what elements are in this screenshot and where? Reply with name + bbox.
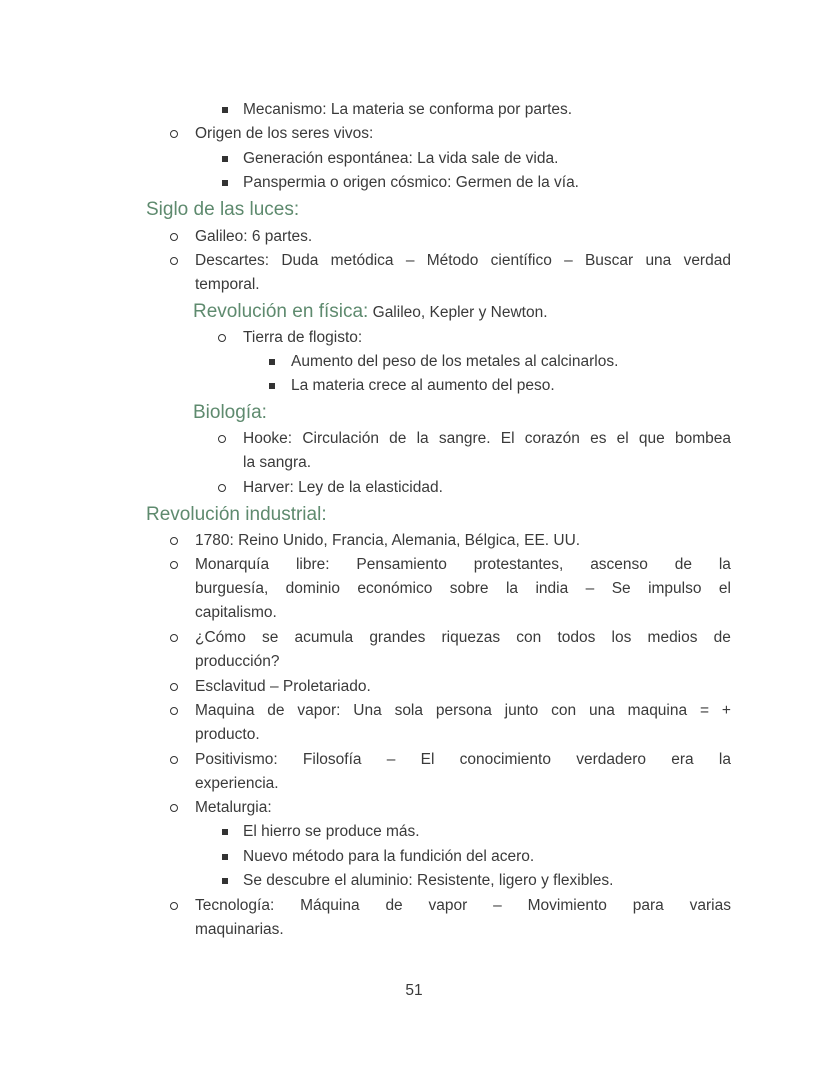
circle-bullet-icon	[170, 902, 178, 910]
word: –	[386, 751, 396, 768]
list-item: Esclavitud – Proletariado.	[195, 678, 371, 695]
word: el	[718, 580, 731, 597]
word: Filosofía	[302, 751, 362, 768]
word: Duda	[281, 252, 319, 269]
word: El	[420, 751, 435, 768]
circle-bullet-icon	[170, 130, 178, 138]
word: Se	[611, 580, 631, 597]
word: persona	[435, 702, 492, 719]
subsection-heading-fisica	[193, 299, 548, 326]
word: que	[638, 430, 665, 447]
fisica-heading-text: Galileo, Kepler y Newton.	[368, 304, 548, 321]
word: Movimiento	[527, 897, 607, 914]
word: –	[564, 252, 573, 269]
list-item: Galileo: 6 partes.	[195, 228, 313, 245]
word: la	[718, 556, 731, 573]
word: los	[611, 629, 632, 646]
word: todos	[557, 629, 596, 646]
word: metódica	[330, 252, 394, 269]
square-bullet-icon	[269, 359, 275, 365]
list-item: Nuevo método para la fundición del acero.	[243, 848, 535, 865]
list-item: Aumento del peso de los metales al calcinarlos.	[291, 353, 619, 370]
word: Maquina	[195, 702, 255, 719]
word: se	[262, 629, 279, 646]
circle-bullet-icon	[170, 634, 178, 642]
list-item-continuation: maquinarias.	[195, 921, 284, 938]
square-bullet-icon	[222, 878, 228, 884]
word: Hooke:	[243, 430, 293, 447]
list-item-continuation: producto.	[195, 726, 260, 743]
word: +	[721, 702, 731, 719]
list-item-continuation: experiencia.	[195, 775, 279, 792]
circle-bullet-icon	[218, 334, 226, 342]
word: grandes	[369, 629, 426, 646]
word: india	[535, 580, 569, 597]
word: ¿Cómo	[195, 629, 246, 646]
word: medios	[647, 629, 698, 646]
word: –	[405, 252, 415, 269]
circle-bullet-icon	[170, 804, 178, 812]
word: –	[493, 897, 502, 914]
circle-bullet-icon	[218, 484, 226, 492]
word: protestantes,	[473, 556, 564, 573]
list-item: Se descubre el aluminio: Resistente, ligero y flexibles.	[243, 872, 614, 889]
subsection-heading-biologia: Biología:	[193, 402, 267, 423]
list-item: 1780: Reino Unido, Francia, Alemania, Bélgica, EE. UU.	[195, 532, 581, 549]
justified-line	[195, 553, 731, 577]
word: =	[699, 702, 710, 719]
word: Una	[353, 702, 382, 719]
word: riquezas	[441, 629, 501, 646]
word: verdad	[683, 252, 731, 269]
circle-bullet-icon	[170, 257, 178, 265]
word: Descartes:	[195, 252, 270, 269]
square-bullet-icon	[222, 180, 228, 186]
word: vapor	[428, 897, 468, 914]
word: con	[516, 629, 542, 646]
word: para	[632, 897, 664, 914]
word: de	[713, 629, 731, 646]
square-bullet-icon	[222, 854, 228, 860]
word: de	[674, 556, 693, 573]
word: de	[389, 430, 407, 447]
section-heading-siglo: Siglo de las luces:	[146, 199, 300, 220]
square-bullet-icon	[222, 107, 228, 113]
word: con	[551, 702, 577, 719]
circle-bullet-icon	[218, 435, 226, 443]
list-item: Harver: Ley de la elasticidad.	[243, 479, 443, 496]
justified-line	[195, 577, 731, 601]
word: sangre.	[438, 430, 491, 447]
list-item-continuation: producción?	[195, 653, 280, 670]
list-item: Panspermia o origen cósmico: Germen de la vía.	[243, 174, 579, 191]
word: varias	[689, 897, 731, 914]
circle-bullet-icon	[170, 561, 178, 569]
word: acumula	[294, 629, 354, 646]
justified-line	[195, 699, 731, 723]
word: una	[588, 702, 615, 719]
square-bullet-icon	[269, 383, 275, 389]
list-item-continuation: la sangra.	[243, 454, 312, 471]
square-bullet-icon	[222, 156, 228, 162]
word: ascenso	[590, 556, 648, 573]
justified-line	[195, 748, 731, 772]
word: sola	[394, 702, 423, 719]
list-item: Metalurgia:	[195, 799, 272, 816]
page-number: 51	[405, 982, 423, 999]
word: la	[416, 430, 429, 447]
word: es	[590, 430, 607, 447]
circle-bullet-icon	[170, 707, 178, 715]
word: científico	[490, 252, 552, 269]
word: Método	[426, 252, 479, 269]
word: era	[671, 751, 694, 768]
word: sobre	[449, 580, 489, 597]
list-item: Tierra de flogisto:	[243, 329, 363, 346]
word: el	[616, 430, 629, 447]
word: una	[645, 252, 672, 269]
word: la	[505, 580, 519, 597]
word: burguesía,	[195, 580, 269, 597]
word: –	[585, 580, 595, 597]
list-item: Origen de los seres vivos:	[195, 125, 374, 142]
word: Positivismo:	[195, 751, 278, 768]
fisica-heading-label: Revolución en física:	[193, 301, 369, 322]
justified-line	[195, 894, 731, 918]
word: vapor:	[297, 702, 341, 719]
word: El	[500, 430, 515, 447]
word: libre:	[295, 556, 330, 573]
word: bombea	[674, 430, 731, 447]
circle-bullet-icon	[170, 537, 178, 545]
word: junto	[504, 702, 539, 719]
word: verdadero	[576, 751, 646, 768]
word: económico	[357, 580, 433, 597]
word: corazón	[524, 430, 580, 447]
word: de	[385, 897, 403, 914]
word: Pensamiento	[356, 556, 447, 573]
list-item: Mecanismo: La materia se conforma por partes.	[243, 101, 573, 118]
justified-line	[195, 249, 731, 273]
justified-line	[195, 626, 731, 650]
word: impulso	[648, 580, 702, 597]
list-item: Generación espontánea: La vida sale de vida.	[243, 150, 559, 167]
word: de	[267, 702, 285, 719]
word: la	[718, 751, 731, 768]
word: Circulación	[302, 430, 379, 447]
list-item: La materia crece al aumento del peso.	[291, 377, 555, 394]
word: Monarquía	[195, 556, 270, 573]
list-item: El hierro se produce más.	[243, 823, 420, 840]
word: dominio	[285, 580, 340, 597]
square-bullet-icon	[222, 829, 228, 835]
circle-bullet-icon	[170, 233, 178, 241]
list-item-continuation: capitalismo.	[195, 604, 277, 621]
circle-bullet-icon	[170, 683, 178, 691]
word: Máquina	[300, 897, 360, 914]
circle-bullet-icon	[170, 756, 178, 764]
word: maquina	[627, 702, 688, 719]
section-heading-industrial: Revolución industrial:	[146, 504, 327, 525]
list-item-continuation: temporal.	[195, 276, 260, 293]
word: Tecnología:	[195, 897, 275, 914]
word: conocimiento	[459, 751, 551, 768]
word: Buscar	[584, 252, 634, 269]
justified-line	[243, 427, 731, 451]
